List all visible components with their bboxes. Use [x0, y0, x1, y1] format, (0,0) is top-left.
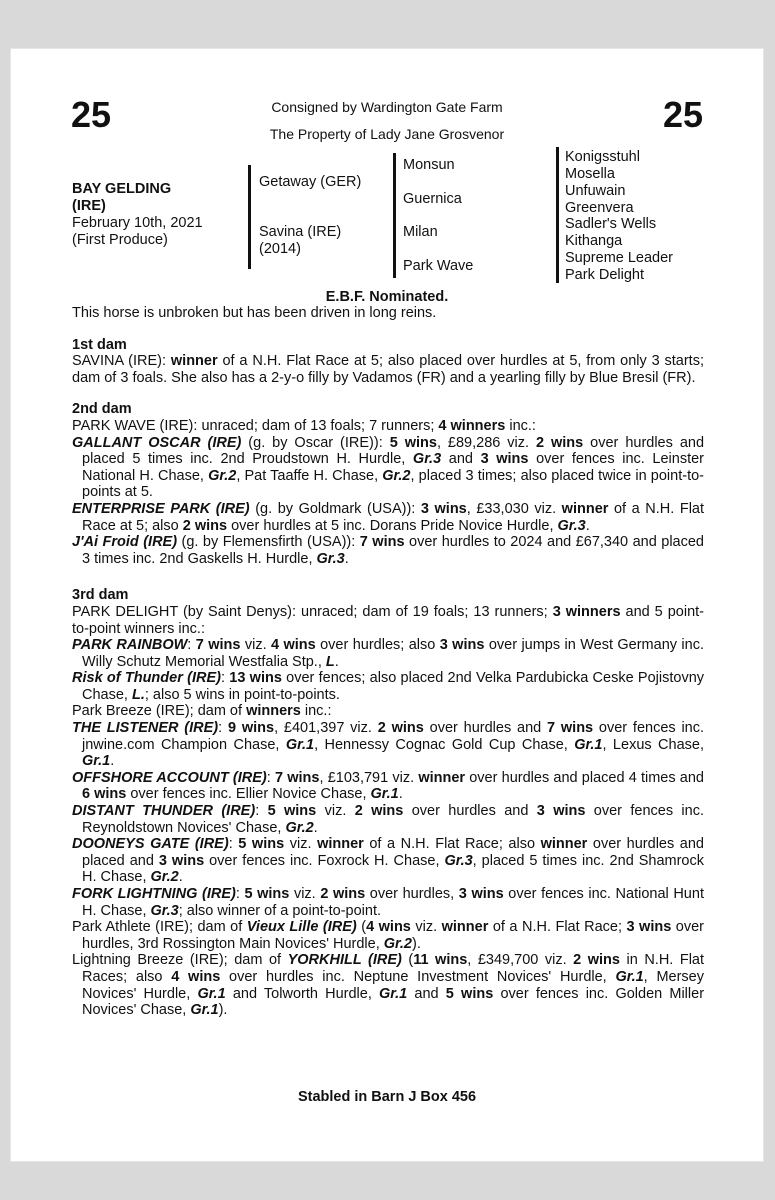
pedigree-sire-sire: Monsun: [403, 157, 455, 173]
pedigree-dam: Savina (IRE): [259, 224, 342, 240]
lot-number-right: 25: [662, 94, 703, 135]
produce-enterprise-park: ENTERPRISE PARK (IRE) (g. by Goldmark (USA)): 3 wins, £33,030 viz. winner of a N.H. Flat Race at 5; also 2 wins over hurdles at 5 inc. Dorans Pride Novice Hurdle, Gr.3.: [72, 500, 705, 534]
stabling-info: Stabled in Barn J Box 456: [297, 1089, 477, 1105]
pedigree-sire: Getaway (GER): [259, 174, 362, 190]
lightning-breeze-line: Lightning Breeze (IRE); dam of YORKHILL (IRE) (11 wins, £349,700 viz. 2 wins in N.H. Flat Races; also 4 wins over hurdles inc. Neptune Investment Novices' Hurdle, Gr.1, Mersey Novices' Hurdle, Gr.1 and Tolworth Hurdle, Gr.1 and 5 wins over fences inc. Golden Miller Novices' Chase, Gr.1).: [72, 952, 705, 1019]
pedigree-dam-year: (2014): [259, 241, 301, 257]
produce-dooneys-gate: DOONEYS GATE (IRE): 5 wins viz. winner of a N.H. Flat Race; also winner over hurdles and placed and 3 wins over fences inc. Foxrock H. Chase, Gr.3, placed 5 times inc. 2nd Shamrock H. Chase, Gr.2.: [72, 836, 704, 886]
produce-fork-lightning: FORK LIGHTNING (IRE): 5 wins viz. 2 wins over hurdles, 3 wins over fences inc. National Hunt H. Chase, Gr.3; also winner of a point-to-point.: [72, 886, 704, 919]
produce-gallant-oscar: GALLANT OSCAR (IRE) (g. by Oscar (IRE)): 5 wins, £89,286 viz. 2 wins over hurdles and placed 5 times inc. 2nd Proudstown H. Hurdle, Gr.3 and 3 wins over fences inc. Leinster National H. Chase, Gr.2, Pat Taaffe H. Chase, Gr.2, placed 3 times; also placed twice in point-to-points at 5.: [72, 434, 705, 501]
pedigree-bracket-2: [393, 153, 396, 278]
pedigree-dam-sire: Milan: [403, 224, 438, 240]
lot-number-left: 25: [71, 94, 112, 135]
pedigree-gen3-2: Mosella: [565, 166, 615, 182]
produce-distant-thunder: DISTANT THUNDER (IRE): 5 wins viz. 2 wins over hurdles and 3 wins over fences inc. Reynoldstown Novices' Chase, Gr.2.: [72, 803, 704, 836]
page-body: [72, 305, 704, 1019]
pedigree-gen3-6: Kithanga: [565, 233, 623, 249]
property-of: The Property of Lady Jane Grosvenor: [269, 126, 505, 142]
horse-description: [72, 181, 203, 249]
pedigree-gen3-8: Park Delight: [565, 267, 644, 283]
park-breeze-intro: Park Breeze (IRE); dam of winners inc.:: [72, 703, 332, 720]
third-dam-heading: 3rd dam: [72, 587, 129, 604]
pedigree-bracket-3: [556, 147, 559, 283]
pedigree-gen3-3: Unfuwain: [565, 183, 626, 199]
produce-note: (First Produce): [72, 232, 168, 248]
intro-text: This horse is unbroken but has been driven in long reins.: [72, 305, 437, 321]
produce-risk-of-thunder: Risk of Thunder (IRE): 13 wins over fences; also placed 2nd Velka Pardubicka Ceske Pojistovny Chase, L.; also 5 wins in point-to-points.: [72, 670, 705, 703]
produce-offshore-account: OFFSHORE ACCOUNT (IRE): 7 wins, £103,791 viz. winner over hurdles and placed 4 times and 6 wins over fences inc. Ellier Novice Chase, Gr.1.: [72, 769, 704, 803]
pedigree-gen3-5: Sadler's Wells: [565, 216, 657, 232]
pedigree-dam-dam: Park Wave: [403, 258, 474, 274]
pedigree-gen3-7: Supreme Leader: [565, 250, 674, 266]
pedigree-gen3-4: Greenvera: [565, 200, 634, 216]
third-dam-intro: PARK DELIGHT (by Saint Denys): unraced; dam of 19 foals; 13 runners; 3 winners and 5 point-to-point winners inc.:: [72, 603, 704, 637]
first-dam-text: SAVINA (IRE): winner of a N.H. Flat Race at 5; also placed over hurdles at 5, from only 3 starts; dam of 3 foals. She also has a 2-y-o filly by Vadamos (FR) and a yearling filly by Blue Bresil (FR).: [72, 353, 704, 386]
park-athlete-line: Park Athlete (IRE); dam of Vieux Lille (IRE) (4 wins viz. winner of a N.H. Flat Race; 3 wins over hurdles, 3rd Rossington Main Novices' Hurdle, Gr.2).: [72, 919, 704, 952]
produce-park-rainbow: PARK RAINBOW: 7 wins viz. 4 wins over hurdles; also 3 wins over jumps in West Germany inc. Willy Schutz Memorial Westfalia Stp., L.: [72, 637, 704, 670]
horse-sex: BAY GELDING: [72, 181, 172, 197]
ebf-nominated: E.B.F. Nominated.: [325, 289, 449, 305]
consignor: Consigned by Wardington Gate Farm: [271, 99, 503, 115]
catalogue-page: [10, 48, 764, 1162]
second-dam-heading: 2nd dam: [72, 401, 132, 418]
first-dam-heading: 1st dam: [72, 336, 127, 353]
foaling-date: February 10th, 2021: [72, 215, 203, 231]
produce-the-listener: THE LISTENER (IRE): 9 wins, £401,397 viz. 2 wins over hurdles and 7 wins over fences inc. jnwine.com Champion Chase, Gr.1, Hennessy Cognac Gold Cup Chase, Gr.1, Lexus Chase, Gr.1.: [72, 720, 705, 770]
horse-origin: (IRE): [72, 198, 106, 214]
produce-jai-froid: J'Ai Froid (IRE) (g. by Flemensfirth (USA)): 7 wins over hurdles to 2024 and £67,340 and placed 3 times inc. 2nd Gaskells H. Hurdle, Gr.3.: [72, 534, 704, 567]
pedigree-bracket-1: [248, 165, 251, 269]
pedigree-sire-dam: Guernica: [403, 191, 462, 207]
pedigree-gen3-1: Konigsstuhl: [565, 149, 640, 165]
second-dam-intro: PARK WAVE (IRE): unraced; dam of 13 foals; 7 runners; 4 winners inc.:: [72, 417, 536, 434]
